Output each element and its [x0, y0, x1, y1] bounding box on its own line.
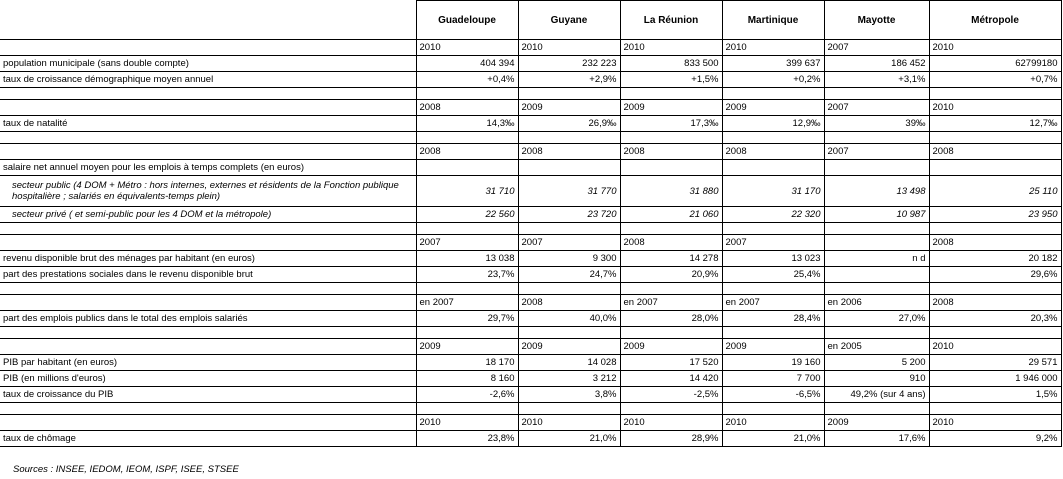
spacer-cell	[620, 403, 722, 415]
data-row	[0, 72, 1061, 88]
year-cell: 2007	[824, 40, 929, 56]
value-cell: 26,9‰	[518, 116, 620, 132]
year-cell: 2008	[518, 144, 620, 160]
column-header: Guadeloupe	[416, 1, 518, 40]
column-header-row	[0, 1, 1061, 40]
year-row-label-cell	[0, 100, 416, 116]
spacer-cell	[722, 223, 824, 235]
value-cell: 12,7‰	[929, 116, 1061, 132]
year-cell: 2008	[416, 144, 518, 160]
value-cell: +0,4%	[416, 72, 518, 88]
spacer-cell	[929, 327, 1061, 339]
value-cell: 27,0%	[824, 311, 929, 327]
year-cell: 2009	[518, 339, 620, 355]
empty-cell	[518, 160, 620, 176]
value-cell: 23 950	[929, 207, 1061, 223]
spacer-cell	[0, 327, 416, 339]
value-cell: 31 170	[722, 176, 824, 207]
value-cell: +0,2%	[722, 72, 824, 88]
empty-cell	[620, 160, 722, 176]
value-cell: 17,3‰	[620, 116, 722, 132]
year-cell: 2008	[929, 235, 1061, 251]
row-label: PIB par habitant (en euros)	[0, 355, 416, 371]
spacer-cell	[620, 223, 722, 235]
spacer-cell	[416, 132, 518, 144]
value-cell: 31 770	[518, 176, 620, 207]
year-row-label-cell	[0, 295, 416, 311]
year-cell: en 2007	[722, 295, 824, 311]
spacer-cell	[824, 403, 929, 415]
year-cell: 2010	[620, 415, 722, 431]
value-cell: 186 452	[824, 56, 929, 72]
spacer-cell	[620, 132, 722, 144]
value-cell: 12,9‰	[722, 116, 824, 132]
column-header: Métropole	[929, 1, 1061, 40]
row-label: population municipale (sans double compte)	[0, 56, 416, 72]
year-row-label-cell	[0, 339, 416, 355]
value-cell: 24,7%	[518, 267, 620, 283]
empty-cell	[722, 160, 824, 176]
year-row	[0, 144, 1061, 160]
empty-cell	[824, 160, 929, 176]
value-cell: 13 498	[824, 176, 929, 207]
value-cell: 20 182	[929, 251, 1061, 267]
value-cell: +2,9%	[518, 72, 620, 88]
value-cell: 31 880	[620, 176, 722, 207]
spacer-cell	[824, 132, 929, 144]
year-cell: 2007	[518, 235, 620, 251]
value-cell: 10 987	[824, 207, 929, 223]
year-cell: 2008	[518, 295, 620, 311]
row-label: taux de natalité	[0, 116, 416, 132]
row-label: taux de croissance démographique moyen annuel	[0, 72, 416, 88]
value-cell: 14 278	[620, 251, 722, 267]
year-cell: 2010	[929, 100, 1061, 116]
year-row	[0, 339, 1061, 355]
spacer-cell	[518, 403, 620, 415]
year-cell: 2008	[722, 144, 824, 160]
spacer-cell	[620, 327, 722, 339]
row-label: revenu disponible brut des ménages par habitant (en euros)	[0, 251, 416, 267]
value-cell: 1 946 000	[929, 371, 1061, 387]
row-label: part des prestations sociales dans le revenu disponible brut	[0, 267, 416, 283]
value-cell: 17,6%	[824, 431, 929, 447]
row-label: secteur privé ( et semi-public pour les 4 DOM et la métropole)	[0, 207, 416, 223]
value-cell: +1,5%	[620, 72, 722, 88]
section-heading: salaire net annuel moyen pour les emplois à temps complets (en euros)	[0, 160, 416, 176]
value-cell: 1,5%	[929, 387, 1061, 403]
value-cell: 20,3%	[929, 311, 1061, 327]
year-cell: 2010	[722, 415, 824, 431]
value-cell: -2,5%	[620, 387, 722, 403]
row-label: PIB (en millions d'euros)	[0, 371, 416, 387]
value-cell: 29 571	[929, 355, 1061, 371]
spacer-row	[0, 223, 1061, 235]
data-row	[0, 116, 1061, 132]
value-cell: 3 212	[518, 371, 620, 387]
year-cell: 2008	[620, 144, 722, 160]
value-cell: 17 520	[620, 355, 722, 371]
spacer-cell	[416, 403, 518, 415]
data-row	[0, 56, 1061, 72]
spacer-cell	[824, 223, 929, 235]
section-heading-row	[0, 160, 1061, 176]
value-cell: 13 038	[416, 251, 518, 267]
value-cell: 28,4%	[722, 311, 824, 327]
value-cell: 23,7%	[416, 267, 518, 283]
value-cell	[824, 267, 929, 283]
value-cell: 22 320	[722, 207, 824, 223]
value-cell: 14 420	[620, 371, 722, 387]
spacer-cell	[929, 283, 1061, 295]
row-label: secteur public (4 DOM + Métro : hors internes, externes et résidents de la Fonction publique hospitalière ; salariés en équivalents-temps plein)	[0, 176, 416, 207]
year-row	[0, 100, 1061, 116]
year-cell: 2010	[416, 40, 518, 56]
spacer-cell	[518, 88, 620, 100]
year-cell: 2009	[824, 415, 929, 431]
year-row	[0, 415, 1061, 431]
value-cell: 14 028	[518, 355, 620, 371]
value-cell: 14,3‰	[416, 116, 518, 132]
year-row-label-cell	[0, 40, 416, 56]
spacer-cell	[416, 223, 518, 235]
value-cell: +3,1%	[824, 72, 929, 88]
year-cell: 2010	[929, 40, 1061, 56]
year-cell: 2010	[518, 415, 620, 431]
empty-cell	[929, 160, 1061, 176]
spacer-cell	[0, 283, 416, 295]
year-cell: 2008	[929, 144, 1061, 160]
value-cell: n d	[824, 251, 929, 267]
spacer-cell	[722, 132, 824, 144]
spacer-cell	[0, 223, 416, 235]
spacer-cell	[722, 88, 824, 100]
value-cell: 9 300	[518, 251, 620, 267]
value-cell: 7 700	[722, 371, 824, 387]
empty-cell	[416, 160, 518, 176]
spacer-cell	[620, 88, 722, 100]
spacer-row	[0, 327, 1061, 339]
data-row	[0, 431, 1061, 447]
column-header: Guyane	[518, 1, 620, 40]
value-cell: -2,6%	[416, 387, 518, 403]
year-cell: en 2006	[824, 295, 929, 311]
value-cell: 833 500	[620, 56, 722, 72]
spacer-cell	[929, 403, 1061, 415]
spacer-cell	[929, 132, 1061, 144]
value-cell: 29,6%	[929, 267, 1061, 283]
year-cell: 2009	[722, 100, 824, 116]
year-cell: 2007	[824, 100, 929, 116]
year-row-label-cell	[0, 235, 416, 251]
data-row	[0, 311, 1061, 327]
row-label: part des emplois publics dans le total des emplois salariés	[0, 311, 416, 327]
year-cell: 2008	[620, 235, 722, 251]
year-cell: 2009	[722, 339, 824, 355]
row-label: taux de chômage	[0, 431, 416, 447]
year-cell: 2008	[416, 100, 518, 116]
value-cell: 21 060	[620, 207, 722, 223]
spacer-row	[0, 403, 1061, 415]
value-cell: 910	[824, 371, 929, 387]
spacer-row	[0, 132, 1061, 144]
spacer-cell	[929, 88, 1061, 100]
value-cell: 18 170	[416, 355, 518, 371]
spacer-cell	[416, 88, 518, 100]
year-row-label-cell	[0, 415, 416, 431]
value-cell: 21,0%	[722, 431, 824, 447]
year-cell: 2010	[416, 415, 518, 431]
value-cell: 399 637	[722, 56, 824, 72]
column-header: La Réunion	[620, 1, 722, 40]
spacer-cell	[518, 223, 620, 235]
year-cell: 2009	[518, 100, 620, 116]
spacer-row	[0, 283, 1061, 295]
year-row	[0, 235, 1061, 251]
year-cell: 2008	[929, 295, 1061, 311]
year-cell: 2009	[620, 100, 722, 116]
column-header: Mayotte	[824, 1, 929, 40]
value-cell: 39‰	[824, 116, 929, 132]
year-cell: 2007	[416, 235, 518, 251]
spacer-cell	[416, 283, 518, 295]
spacer-cell	[518, 283, 620, 295]
year-cell: en 2007	[416, 295, 518, 311]
value-cell: 23,8%	[416, 431, 518, 447]
value-cell: 25,4%	[722, 267, 824, 283]
data-row	[0, 387, 1061, 403]
header-corner-cell	[0, 1, 416, 40]
year-cell: 2007	[824, 144, 929, 160]
spacer-cell	[722, 283, 824, 295]
value-cell: 22 560	[416, 207, 518, 223]
value-cell: 62799180	[929, 56, 1061, 72]
value-cell: 13 023	[722, 251, 824, 267]
row-label: taux de croissance du PIB	[0, 387, 416, 403]
spacer-cell	[722, 327, 824, 339]
year-cell: 2010	[929, 415, 1061, 431]
value-cell: 232 223	[518, 56, 620, 72]
year-cell: 2009	[620, 339, 722, 355]
value-cell: 20,9%	[620, 267, 722, 283]
year-cell: en 2005	[824, 339, 929, 355]
value-cell: 404 394	[416, 56, 518, 72]
data-row	[0, 267, 1061, 283]
spacer-cell	[929, 223, 1061, 235]
data-row	[0, 251, 1061, 267]
year-cell: 2010	[620, 40, 722, 56]
value-cell: 31 710	[416, 176, 518, 207]
column-header: Martinique	[722, 1, 824, 40]
source-note: Sources : INSEE, IEDOM, IEOM, ISPF, ISEE, STSEE	[13, 464, 239, 475]
value-cell: 29,7%	[416, 311, 518, 327]
value-cell: 8 160	[416, 371, 518, 387]
year-cell: en 2007	[620, 295, 722, 311]
value-cell: 19 160	[722, 355, 824, 371]
year-row	[0, 295, 1061, 311]
data-row	[0, 355, 1061, 371]
year-row-label-cell	[0, 144, 416, 160]
year-cell: 2010	[929, 339, 1061, 355]
spacer-cell	[824, 327, 929, 339]
value-cell: 25 110	[929, 176, 1061, 207]
spacer-cell	[518, 327, 620, 339]
value-cell: 5 200	[824, 355, 929, 371]
spacer-cell	[824, 283, 929, 295]
spacer-cell	[0, 132, 416, 144]
year-cell: 2009	[416, 339, 518, 355]
year-cell: 2010	[722, 40, 824, 56]
spacer-cell	[0, 88, 416, 100]
value-cell: -6,5%	[722, 387, 824, 403]
spacer-cell	[620, 283, 722, 295]
spacer-row	[0, 88, 1061, 100]
value-cell: 23 720	[518, 207, 620, 223]
year-row	[0, 40, 1061, 56]
data-row	[0, 371, 1061, 387]
year-cell: 2010	[518, 40, 620, 56]
year-cell: 2007	[722, 235, 824, 251]
value-cell: 21,0%	[518, 431, 620, 447]
spacer-cell	[824, 88, 929, 100]
value-cell: 9,2%	[929, 431, 1061, 447]
value-cell: 40,0%	[518, 311, 620, 327]
spacer-cell	[518, 132, 620, 144]
spacer-cell	[416, 327, 518, 339]
value-cell: 49,2% (sur 4 ans)	[824, 387, 929, 403]
value-cell: 3,8%	[518, 387, 620, 403]
spacer-cell	[722, 403, 824, 415]
spacer-cell	[0, 403, 416, 415]
value-cell: 28,9%	[620, 431, 722, 447]
value-cell: +0,7%	[929, 72, 1061, 88]
year-cell	[824, 235, 929, 251]
data-row	[0, 207, 1061, 223]
value-cell: 28,0%	[620, 311, 722, 327]
data-row	[0, 176, 1061, 207]
